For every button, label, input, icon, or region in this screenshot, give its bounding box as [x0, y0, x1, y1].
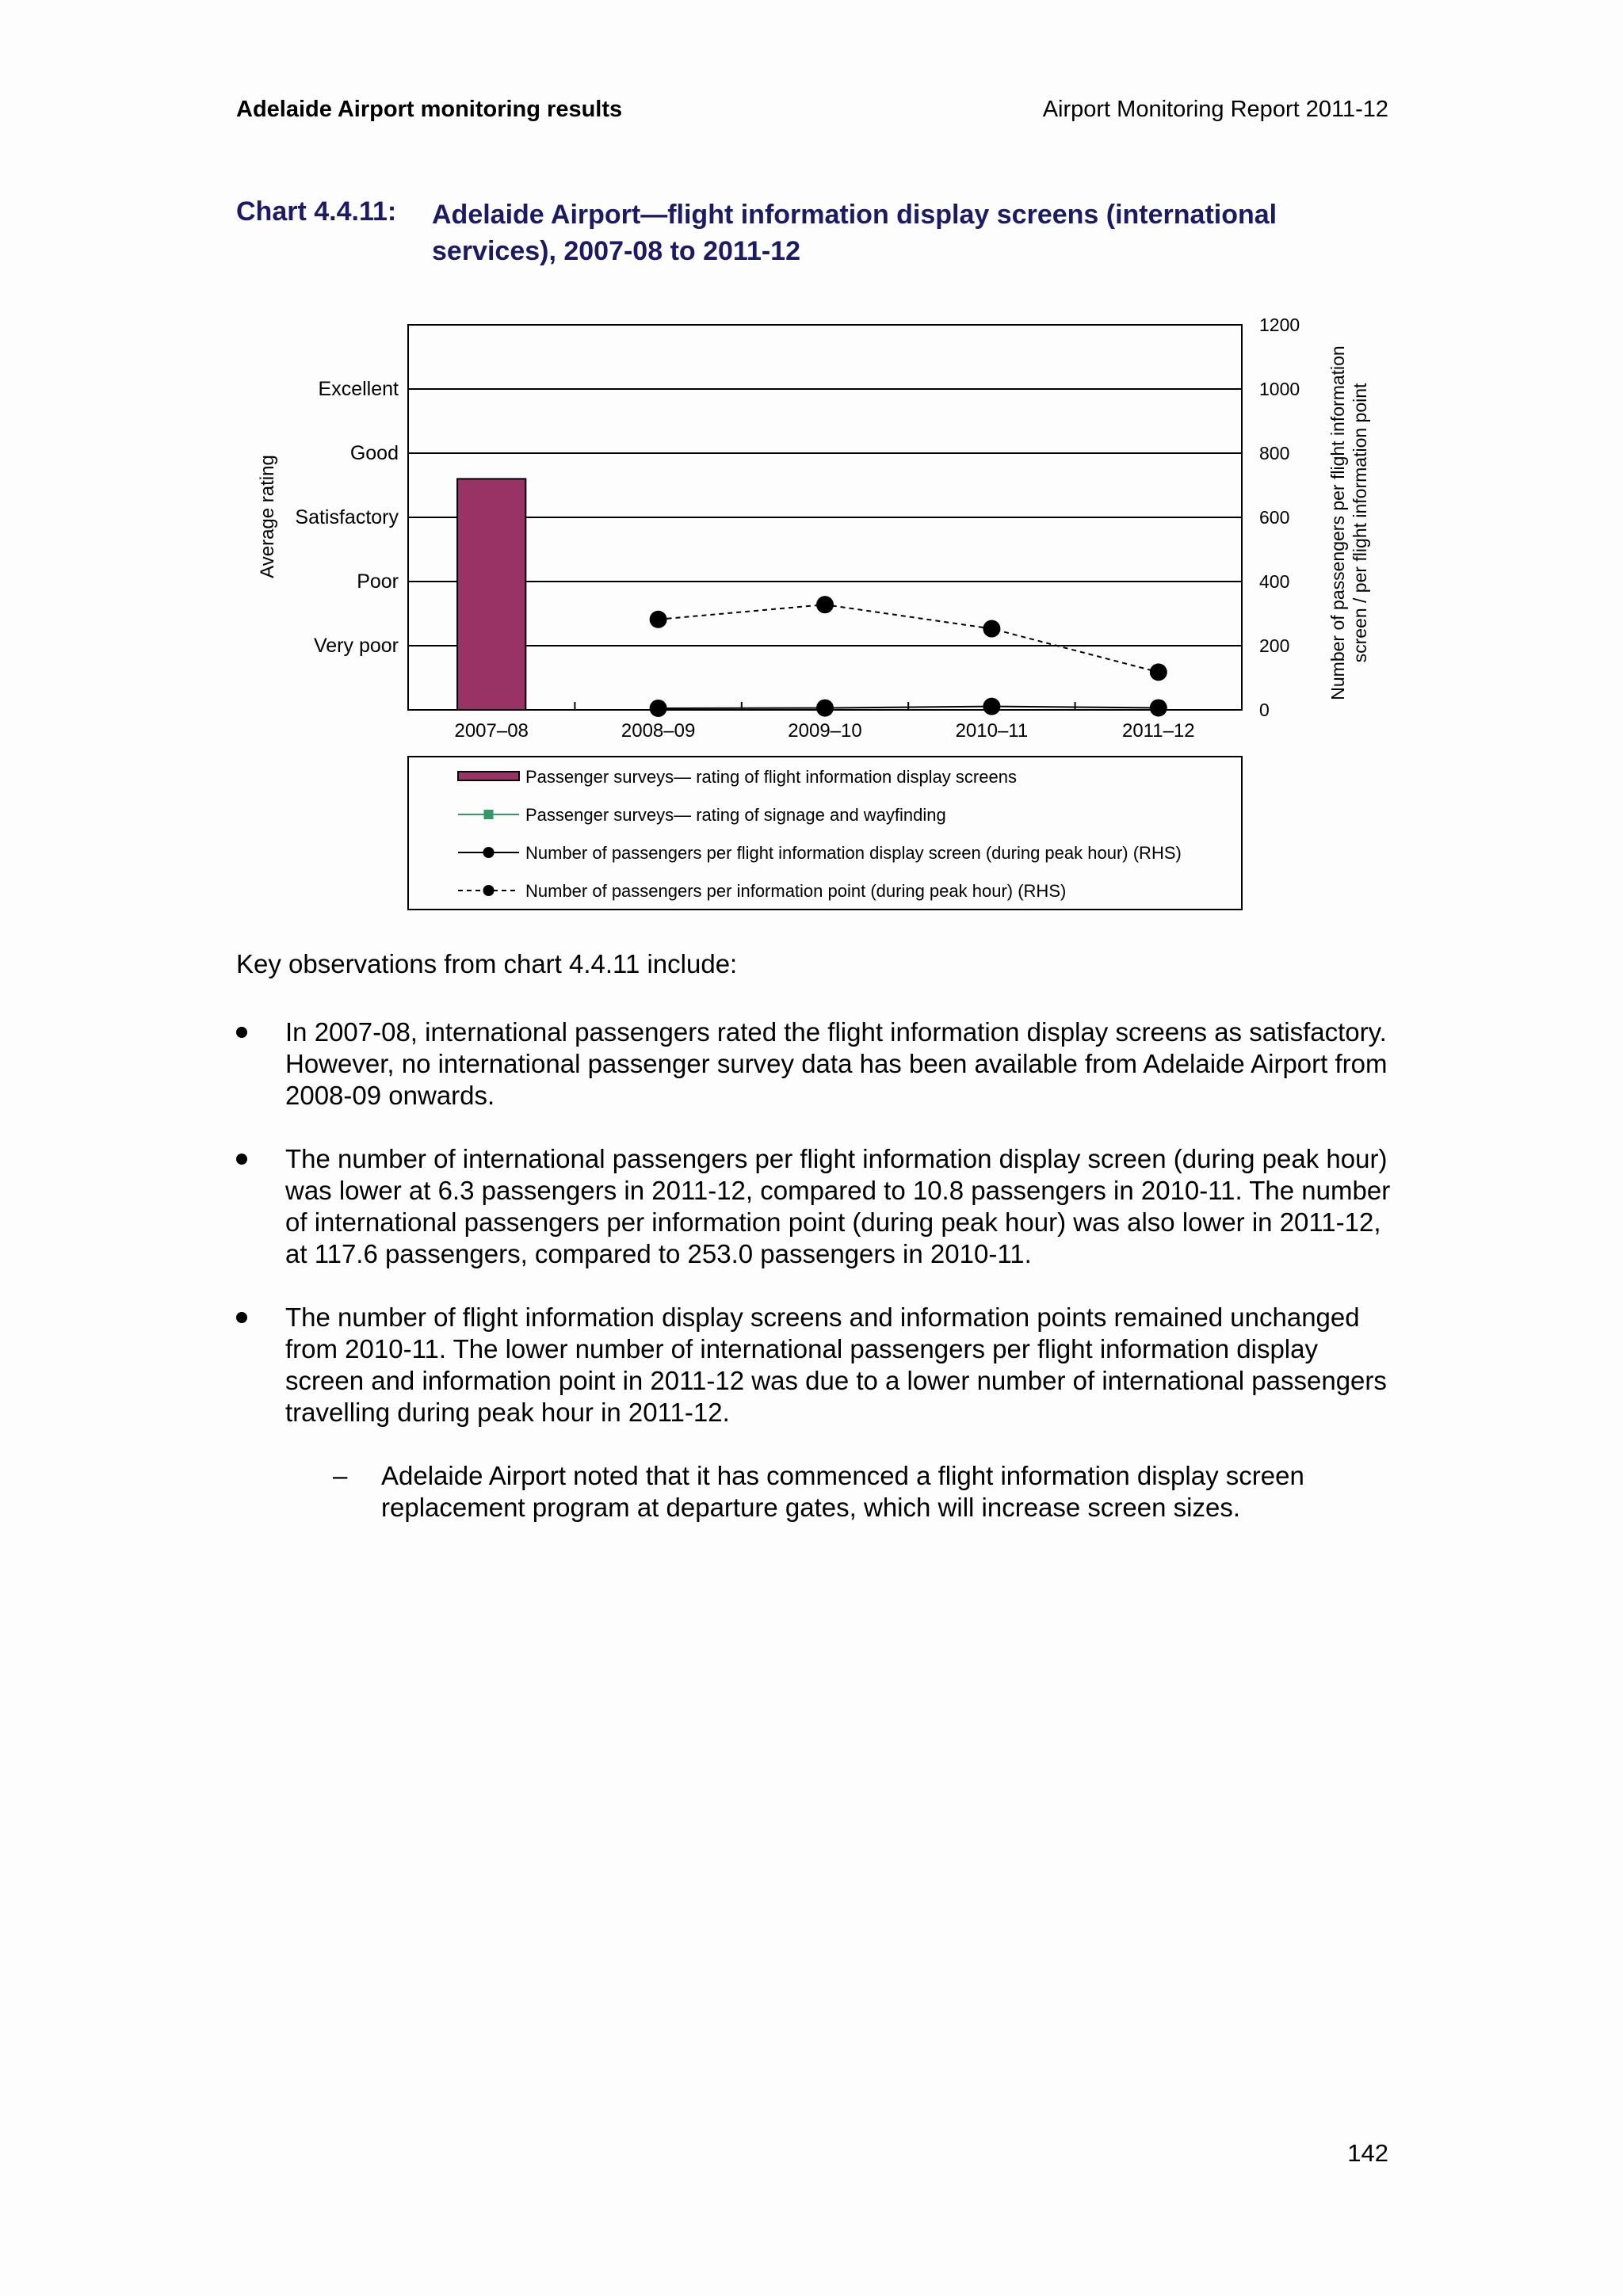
legend-label: Number of passengers per information point (during peak hour) (RHS): [525, 881, 1067, 901]
combo-chart: [0, 301, 1623, 919]
list-item-text: The number of international passengers per flight information display screen (during peak hour) was lower at 6.3 passengers in 2011-12, compared to 10.8 passengers in 2010-11. The number of international passengers per information point (during peak hour) was also lower in 2011-12, at 117.6 passengers, compared to 253.0 passengers in 2010-11.: [285, 1144, 1391, 1268]
right-tick-label: 0: [1259, 700, 1270, 720]
left-tick-label: Very poor: [313, 635, 399, 657]
running-header-section: Adelaide Airport monitoring results: [236, 97, 623, 122]
right-tick-label: 1200: [1259, 315, 1300, 335]
bullet-icon: [236, 1312, 247, 1323]
observations-list: [236, 1016, 1393, 1524]
legend-label: Passenger surveys— rating of signage and wayfinding: [525, 805, 946, 825]
chart-title: Adelaide Airport—flight information display screens (international services), 2007-08 to 2011-12: [432, 200, 1277, 266]
data-point: [983, 620, 1000, 638]
left-tick-label: Excellent: [318, 378, 399, 400]
legend-marker: [483, 885, 495, 896]
sub-list-item-text: Adelaide Airport noted that it has commenced a flight information display screen replacement program at departure gates, which will increase screen sizes.: [381, 1461, 1304, 1522]
right-tick-label: 600: [1259, 507, 1290, 528]
dash-icon: –: [333, 1461, 348, 1490]
page-number: 142: [1347, 2139, 1388, 2167]
x-tick-label: 2008–09: [621, 720, 696, 742]
bar: [457, 479, 525, 710]
list-item: [236, 1016, 1393, 1112]
sub-list-item: [236, 1460, 1393, 1524]
x-tick-label: 2009–10: [788, 720, 862, 742]
right-tick-label: 800: [1259, 443, 1290, 463]
right-tick-label: 1000: [1259, 379, 1300, 399]
data-point: [1150, 699, 1167, 716]
running-header-report: Airport Monitoring Report 2011-12: [1042, 97, 1388, 122]
left-tick-label: Good: [349, 442, 399, 464]
x-tick-label: 2010–11: [955, 720, 1029, 742]
list-item: [236, 1143, 1393, 1270]
list-item: [236, 1302, 1393, 1428]
bullet-icon: [236, 1027, 247, 1038]
x-tick-label: 2011–12: [1121, 720, 1195, 742]
left-tick-label: Satisfactory: [295, 506, 399, 528]
data-point: [650, 611, 667, 628]
legend-label: Number of passengers per flight information display screen (during peak hour) (RHS): [525, 843, 1182, 863]
right-axis-label-line2: screen / per flight information point: [1350, 383, 1370, 663]
bullet-icon: [236, 1154, 247, 1165]
left-tick-label: Poor: [357, 570, 399, 593]
left-axis-label: Average rating: [257, 455, 278, 578]
right-axis-label-line1: Number of passengers per flight information: [1327, 345, 1348, 700]
data-point: [650, 700, 667, 717]
right-tick-label: 200: [1259, 635, 1290, 656]
data-point: [816, 700, 834, 717]
x-tick-label: 2007–08: [454, 720, 529, 742]
list-item-text: In 2007-08, international passengers rated the flight information display screens as satisfactory. However, no international passenger survey data has been available from Adelaide Airport from 2008-09 onwards.: [285, 1017, 1388, 1110]
legend-label: Passenger surveys— rating of flight information display screens: [525, 767, 1017, 787]
chart-number: Chart 4.4.11:: [236, 196, 397, 227]
series-line: [659, 605, 1159, 672]
legend-marker: [483, 847, 495, 858]
list-item-text: The number of flight information display screens and information points remained unchanged from 2010-11. The lower number of international passengers per flight information display screen and information point in 2011-12 was due to a lower number of international passengers travelling during peak hour in 2011-12.: [285, 1302, 1387, 1427]
legend-swatch-bar: [458, 772, 519, 780]
right-tick-label: 400: [1259, 571, 1290, 592]
data-point: [983, 698, 1000, 715]
data-point: [816, 596, 834, 613]
legend-marker: [484, 810, 494, 819]
data-point: [1150, 663, 1167, 681]
observations-intro: Key observations from chart 4.4.11 include:: [236, 949, 738, 978]
